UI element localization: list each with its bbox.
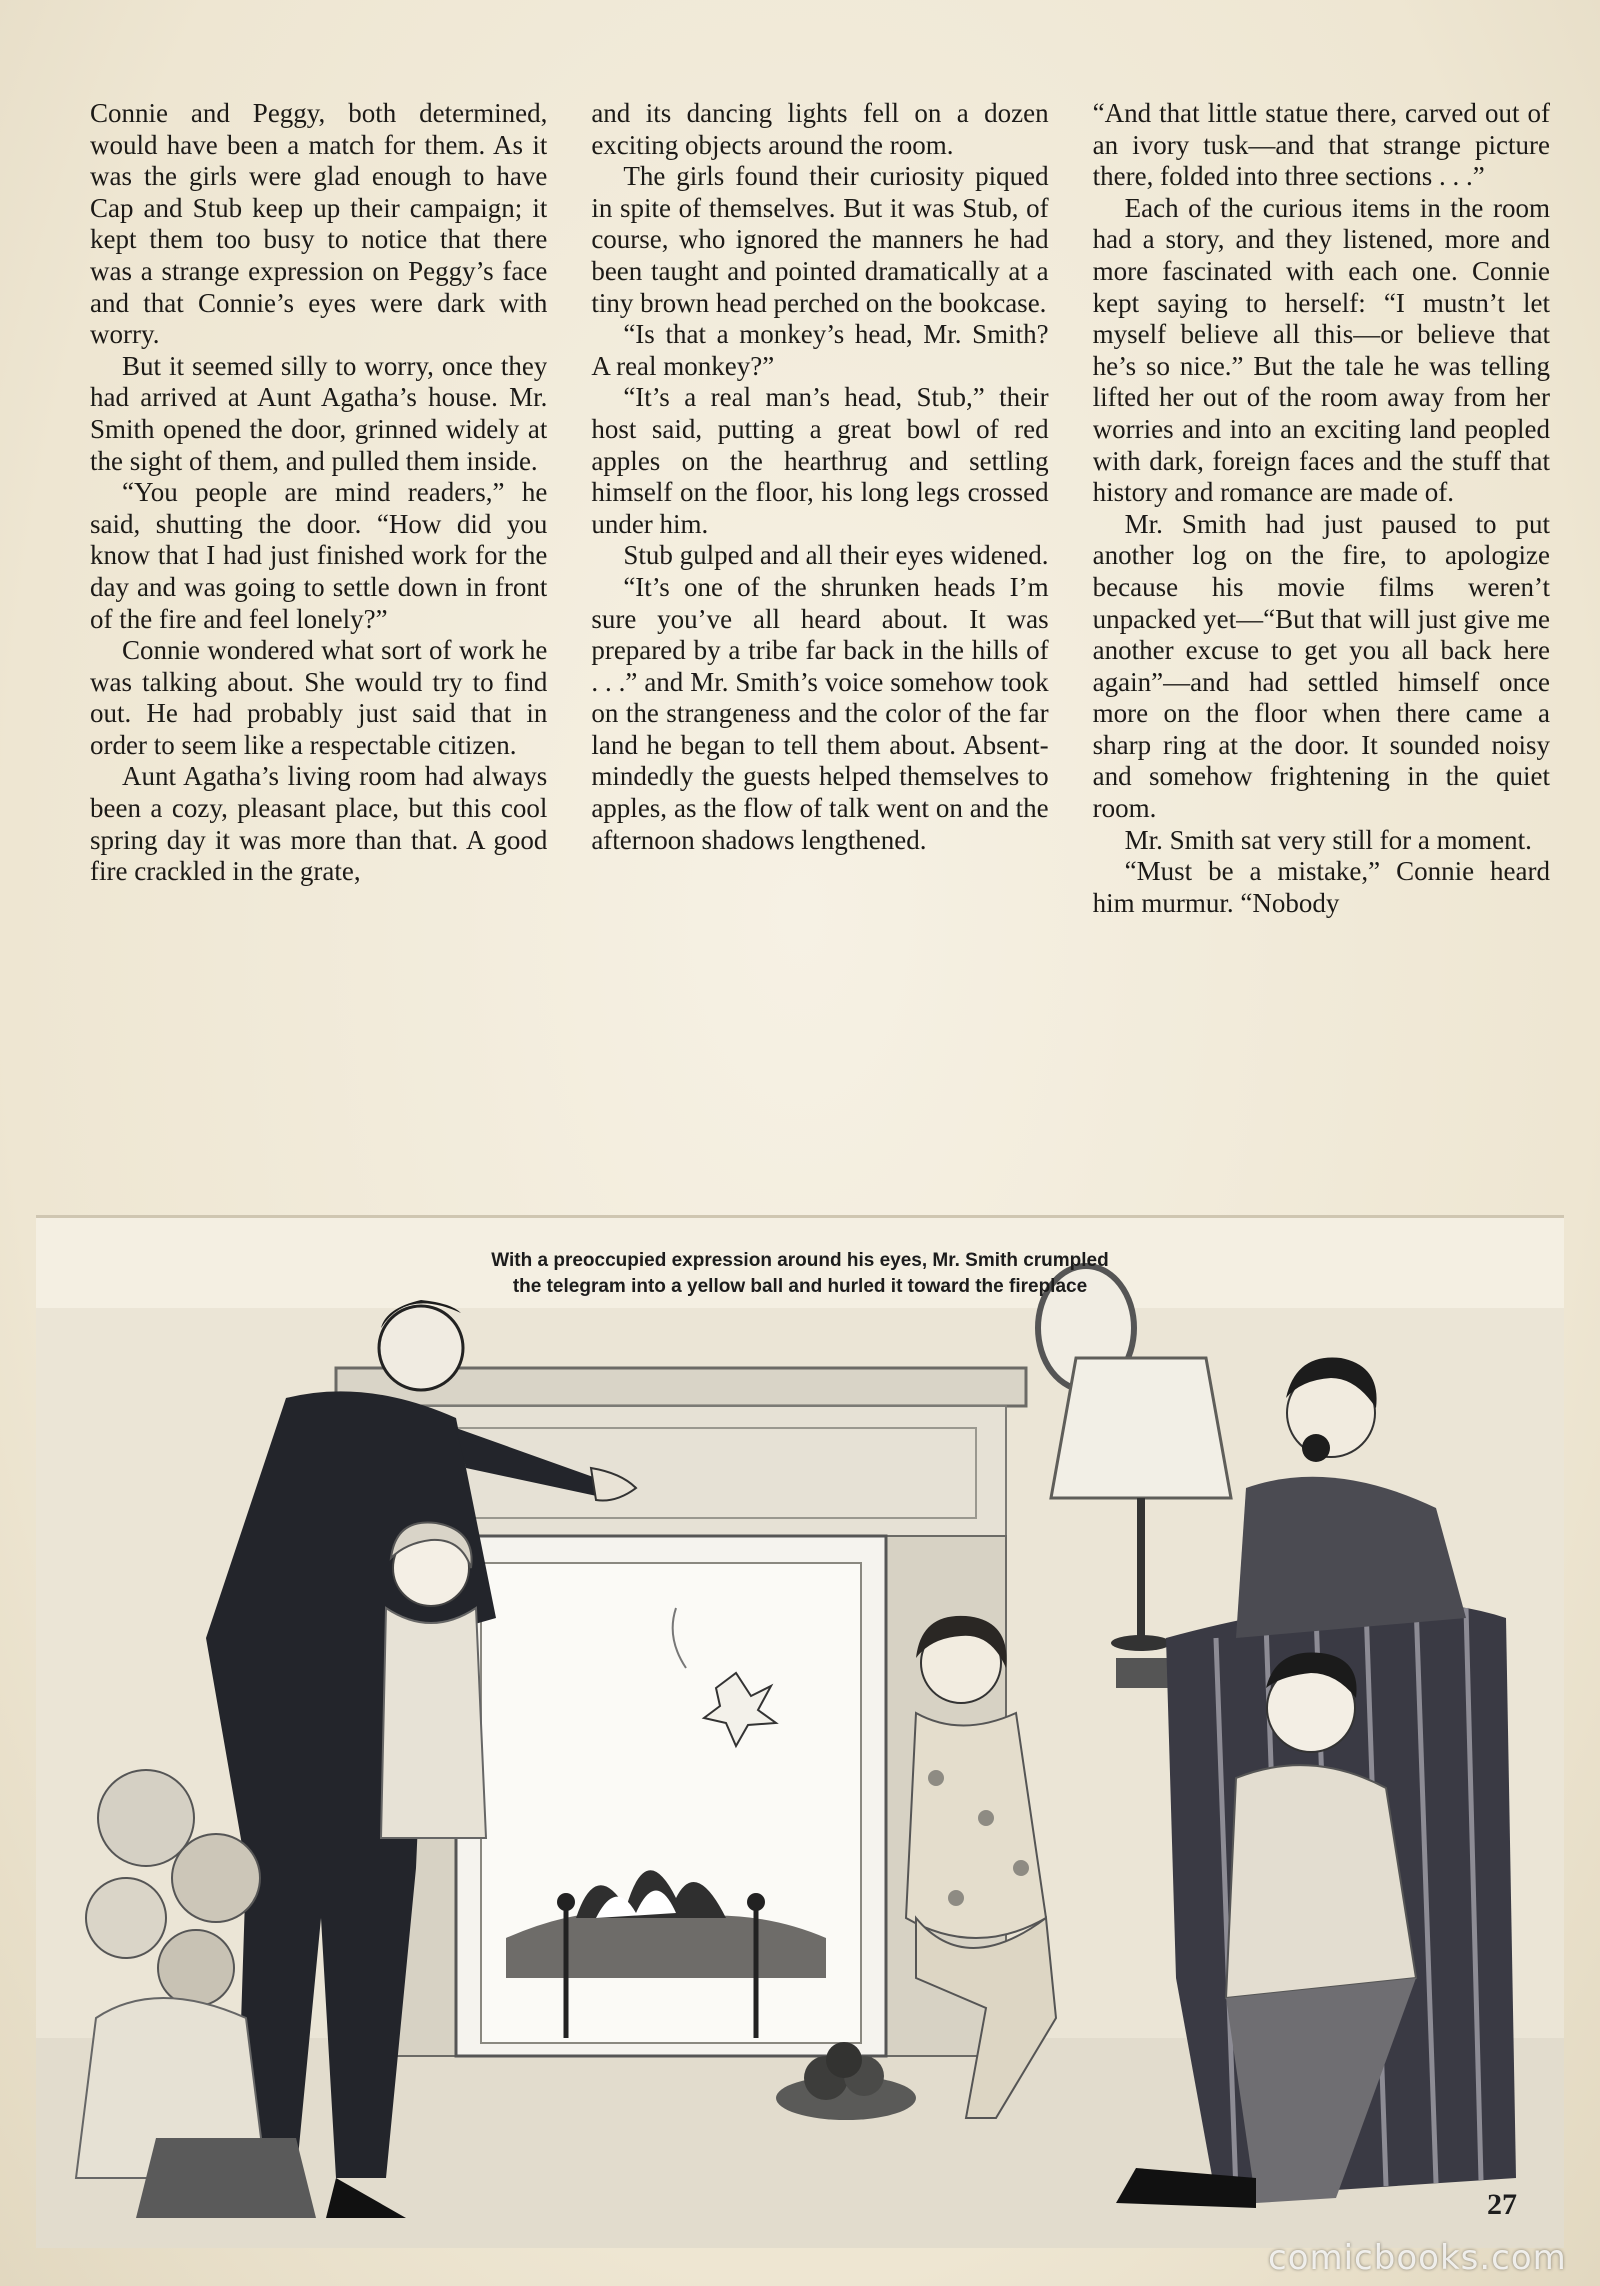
text-column-3	[1093, 98, 1550, 1188]
fireplace-scene-illustration	[36, 1218, 1564, 2248]
paragraph: “Must be a mistake,” Connie heard him murmur. “Nobody	[1092, 856, 1550, 918]
page-number: 27	[1487, 2188, 1517, 2221]
paragraph: Stub gulped and all their eyes widened.	[623, 540, 1049, 571]
paragraph: Connie and Peggy, both determined, would have been a match for them. As it was the girls were glad enough to have Cap and Stub keep up their campaign; it kept them too busy to notice that there was a strange expression on Peggy’s face and that Connie’s eyes were dark with worry.	[90, 98, 548, 350]
paragraph: But it seemed silly to worry, once they had arrived at Aunt Agatha’s house. Mr. Smith opened the door, grinned widely at the sight of them, and pulled them inside.	[90, 350, 548, 476]
paragraph: “It’s one of the shrunken heads I’m sure you’ve all heard about. It was prepared by a tribe far back in the hills of . . .” and Mr. Smith’s voice somehow took on the strangeness and the color of the far land he began to tell them about. Absent-mindedly the guests helped themselves to apples, as the flow of talk went on and the afternoon shadows lengthened.	[591, 571, 1049, 855]
article-text	[90, 98, 1550, 1188]
paragraph: “You people are mind readers,” he said, shutting the door. “How did you know that I had just finished work for the day and was going to settle down in front of the fire and feel lonely?”	[90, 477, 548, 634]
caption-line: With a preoccupied expression around his eyes, Mr. Smith crumpled	[491, 1250, 1109, 1271]
text-column-2	[591, 98, 1048, 1188]
paragraph: Mr. Smith sat very still for a moment.	[1124, 824, 1532, 855]
illustration-caption	[36, 1248, 1564, 1300]
apple	[1302, 1434, 1330, 1462]
paragraph: Each of the curious items in the room had a story, and they listened, more and more fascinated with each one. Connie kept saying to herself: “I mustn’t let myself believe all this—or believe that he’s so nice.” But the tale he was telling lifted her out of the room away from her worries and into an exciting land peopled with dark, foreign faces and the stuff that history and romance are made of.	[1092, 192, 1550, 508]
paragraph: and its dancing lights fell on a dozen exciting objects around the room.	[591, 98, 1049, 160]
illustration-panel	[36, 1215, 1564, 2248]
paragraph: The girls found their curiosity piqued in spite of themselves. But it was Stub, of course, who ignored the manners he had been taught and pointed dramatically at a tiny brown head perched on the bookcase.	[591, 161, 1049, 318]
site-watermark: comicbooks.com	[1268, 2238, 1567, 2278]
paragraph: “It’s a real man’s head, Stub,” their host said, putting a great bowl of red apples on the hearthrug and settling himself on the floor, his long legs crossed under him.	[591, 382, 1049, 539]
caption-line: the telegram into a yellow ball and hurled it toward the fireplace	[512, 1276, 1088, 1297]
paragraph: Aunt Agatha’s living room had always been a cozy, pleasant place, but this cool spring day it was more than that. A good fire crackled in the grate,	[90, 761, 548, 887]
text-column-1	[90, 98, 547, 1188]
paragraph: Mr. Smith had just paused to put another log on the fire, to apologize because his movie films weren’t unpacked yet—“But that will just give me another excuse to get you all back here again”—and had settled himself once more on the floor when there came a sharp ring at the door. It sounded noisy and somehow frightening in the quiet room.	[1092, 508, 1550, 824]
paragraph: “And that little statue there, carved out of an ivory tusk—and that strange picture there, folded into three sections . . .”	[1092, 98, 1550, 192]
paragraph: Connie wondered what sort of work he was talking about. She would try to find out. He had probably just said that in order to seem like a respectable citizen.	[90, 635, 548, 760]
paragraph: “Is that a monkey’s head, Mr. Smith? A real monkey?”	[591, 319, 1049, 381]
